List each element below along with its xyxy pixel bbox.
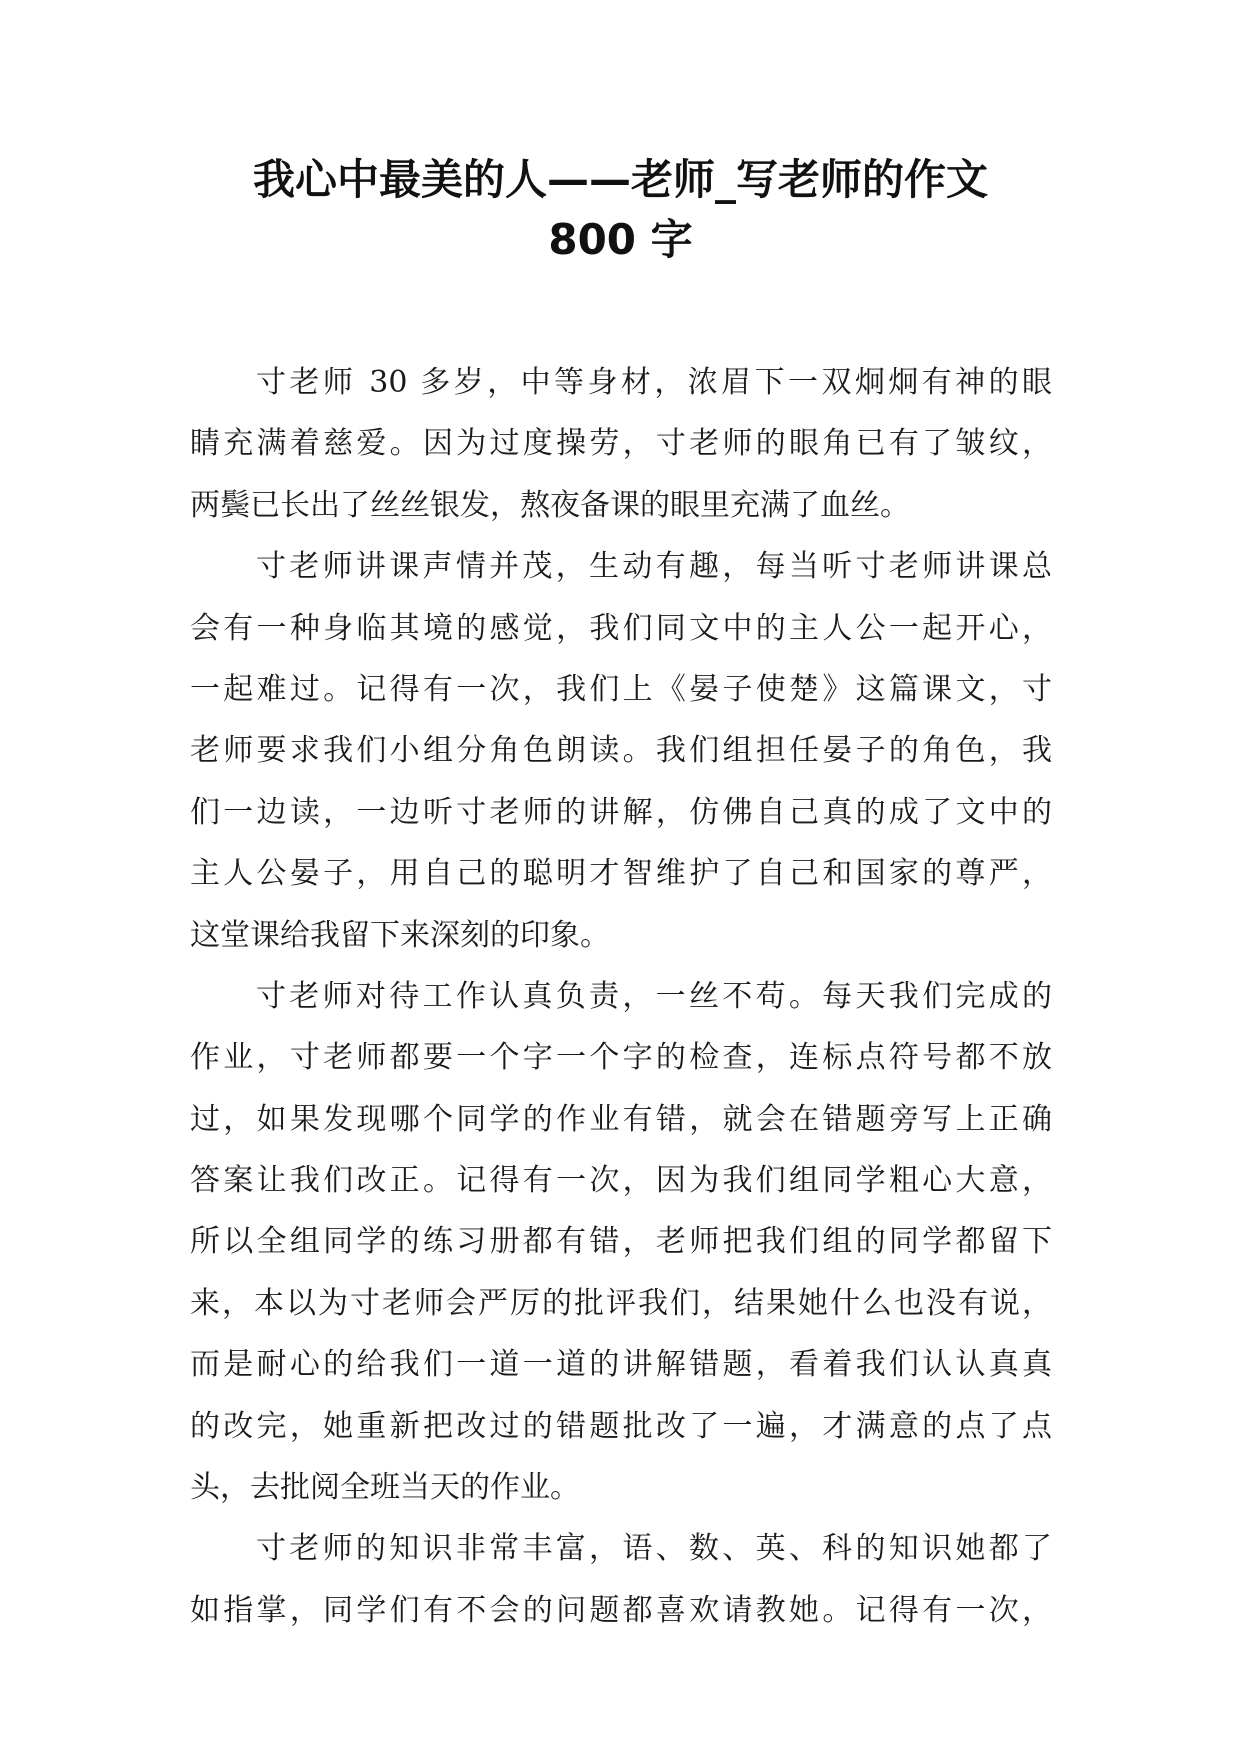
paragraph-1-line-2: 睛充满着慈爱。因为过度操劳，寸老师的眼角已有了皱纹， [190,426,1052,462]
paragraph-3-line-1: 寸老师对待工作认真负责，一丝不苟。每天我们完成的 [256,978,1052,1014]
paragraph-3-line-2: 作业，寸老师都要一个字一个字的检查，连标点符号都不放 [190,1040,1052,1076]
paragraph-2-line-4: 老师要求我们小组分角色朗读。我们组担任晏子的角色，我 [190,733,1052,769]
title-line-1: 我心中最美的人——老师_写老师的作文 [252,155,988,204]
paragraph-1-line-1: 寸老师 30 多岁，中等身材，浓眉下一双炯炯有神的眼 [256,365,1052,400]
paragraph-1-line-3: 两鬓已长出了丝丝银发，熬夜备课的眼里充满了血丝。 [190,487,910,523]
paragraph-3-line-8: 的改完，她重新把改过的错题批改了一遍，才满意的点了点 [190,1408,1052,1444]
paragraph-2-line-7: 这堂课给我留下来深刻的印象。 [190,917,610,953]
paragraph-2-line-5: 们一边读，一边听寸老师的讲解，仿佛自己真的成了文中的 [190,794,1052,830]
paragraph-4-line-1: 寸老师的知识非常丰富，语、数、英、科的知识她都了 [256,1531,1052,1567]
paragraph-2-line-6: 主人公晏子，用自己的聪明才智维护了自己和国家的尊严， [190,856,1052,892]
paragraph-3-line-7: 而是耐心的给我们一道一道的讲解错题，看着我们认认真真 [190,1347,1052,1383]
essay-body [190,352,1052,1641]
title-line-2: 800 字 [548,215,693,264]
paragraph-3-line-5: 所以全组同学的练习册都有错，老师把我们组的同学都留下 [190,1224,1052,1260]
paragraph-4-line-2: 如指掌，同学们有不会的问题都喜欢请教她。记得有一次， [190,1592,1052,1628]
paragraph-2-line-1: 寸老师讲课声情并茂，生动有趣，每当听寸老师讲课总 [256,549,1052,585]
document-title [150,150,1091,270]
paragraph-2-line-2: 会有一种身临其境的感觉，我们同文中的主人公一起开心， [190,610,1052,646]
paragraph-3-line-4: 答案让我们改正。记得有一次，因为我们组同学粗心大意， [190,1163,1052,1199]
paragraph-3-line-3: 过，如果发现哪个同学的作业有错，就会在错题旁写上正确 [190,1101,1052,1137]
paragraph-3-line-6: 来，本以为寸老师会严厉的批评我们，结果她什么也没有说， [190,1285,1052,1321]
paragraph-2-line-3: 一起难过。记得有一次，我们上《晏子使楚》这篇课文，寸 [190,671,1052,707]
paragraph-3-line-9: 头，去批阅全班当天的作业。 [190,1470,580,1506]
